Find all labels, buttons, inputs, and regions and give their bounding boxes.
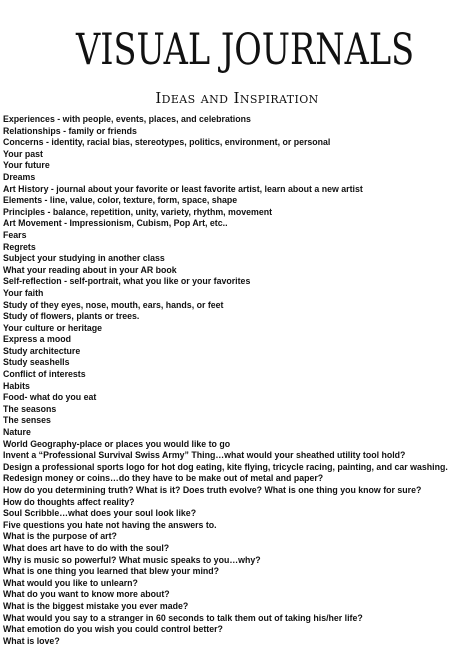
list-item: How do thoughts affect reality? bbox=[3, 496, 135, 507]
list-item: Your culture or heritage bbox=[3, 322, 103, 333]
list-item: Regrets bbox=[3, 241, 36, 252]
list-item: What do you want to know more about? bbox=[3, 589, 170, 600]
list-item: Study seashells bbox=[3, 357, 70, 368]
list-item: Concerns - identity, racial bias, stereotypes, politics, environment, or personal bbox=[3, 137, 331, 148]
list-item: Habits bbox=[3, 380, 30, 391]
page-subtitle: Ideas and Inspiration bbox=[155, 89, 319, 107]
list-item: What would you like to unlearn? bbox=[3, 577, 138, 588]
list-item: Conflict of interests bbox=[3, 369, 86, 380]
list-item: World Geography-place or places you would like to go bbox=[3, 438, 231, 449]
list-item: Why is music so powerful? What music speaks to you…why? bbox=[3, 554, 261, 565]
list-item: Experiences - with people, events, places, and celebrations bbox=[3, 114, 251, 124]
list-item: Relationships - family or friends bbox=[3, 125, 137, 136]
list-item: Design a professional sports logo for hot dog eating, kite flying, tricycle racing, painting, and car washing. bbox=[3, 461, 448, 472]
list-item: What is the purpose of art? bbox=[3, 531, 117, 542]
list-item: Principles - balance, repetition, unity, variety, rhythm, movement bbox=[3, 206, 273, 217]
list-item: What emotion do you wish you could control better? bbox=[3, 624, 223, 635]
list-item: What your reading about in your AR book bbox=[3, 264, 177, 275]
list-item: How do you determining truth? What is it? Does truth evolve? What is one thing you know for sure? bbox=[3, 485, 422, 495]
list-item: The seasons bbox=[3, 403, 57, 414]
list-item: What is the biggest mistake you ever made? bbox=[3, 600, 189, 611]
list-item: Dreams bbox=[3, 171, 36, 182]
list-item: Soul Scribble…what does your soul look like? bbox=[3, 508, 197, 519]
list-item: What does art have to do with the soul? bbox=[3, 542, 170, 553]
list-item: Study of they eyes, nose, mouth, ears, hands, or feet bbox=[3, 299, 224, 310]
list-item: Food- what do you eat bbox=[3, 392, 97, 403]
list-item: Five questions you hate not having the answers to. bbox=[3, 519, 217, 530]
list-item: Elements - line, value, color, texture, form, space, shape bbox=[3, 195, 238, 206]
list-item: Fears bbox=[3, 229, 27, 240]
list-item: Express a mood bbox=[3, 334, 71, 345]
list-item: Your future bbox=[3, 160, 50, 171]
list-item: What would you say to a stranger in 60 seconds to talk them out of taking his/her life? bbox=[3, 612, 363, 623]
list-item: Invent a “Professional Survival Swiss Army” Thing…what would your sheathed utility tool hold? bbox=[3, 450, 406, 461]
list-item: The senses bbox=[3, 415, 51, 426]
list-item: What is love? bbox=[3, 635, 60, 646]
list-item: Art Movement - Impressionism, Cubism, Pop Art, etc.. bbox=[3, 218, 228, 229]
list-item: Your faith bbox=[3, 287, 44, 298]
list-item: Study architecture bbox=[3, 345, 81, 356]
list-item: Your past bbox=[3, 148, 43, 159]
list-item: Nature bbox=[3, 427, 31, 438]
list-item: Art History - journal about your favorite or least favorite artist, learn about a new artist bbox=[3, 183, 363, 194]
ideas-list bbox=[3, 114, 471, 647]
list-item: What is one thing you learned that blew your mind? bbox=[3, 566, 220, 577]
list-item: Self-reflection - self-portrait, what you like or your favorites bbox=[3, 276, 251, 287]
list-item: Subject your studying in another class bbox=[3, 253, 165, 264]
list-item: Redesign money or coins…do they have to be make out of metal and paper? bbox=[3, 473, 324, 484]
page-title: VISUAL JOURNALS bbox=[76, 25, 415, 75]
list-item: Study of flowers, plants or trees. bbox=[3, 311, 140, 322]
